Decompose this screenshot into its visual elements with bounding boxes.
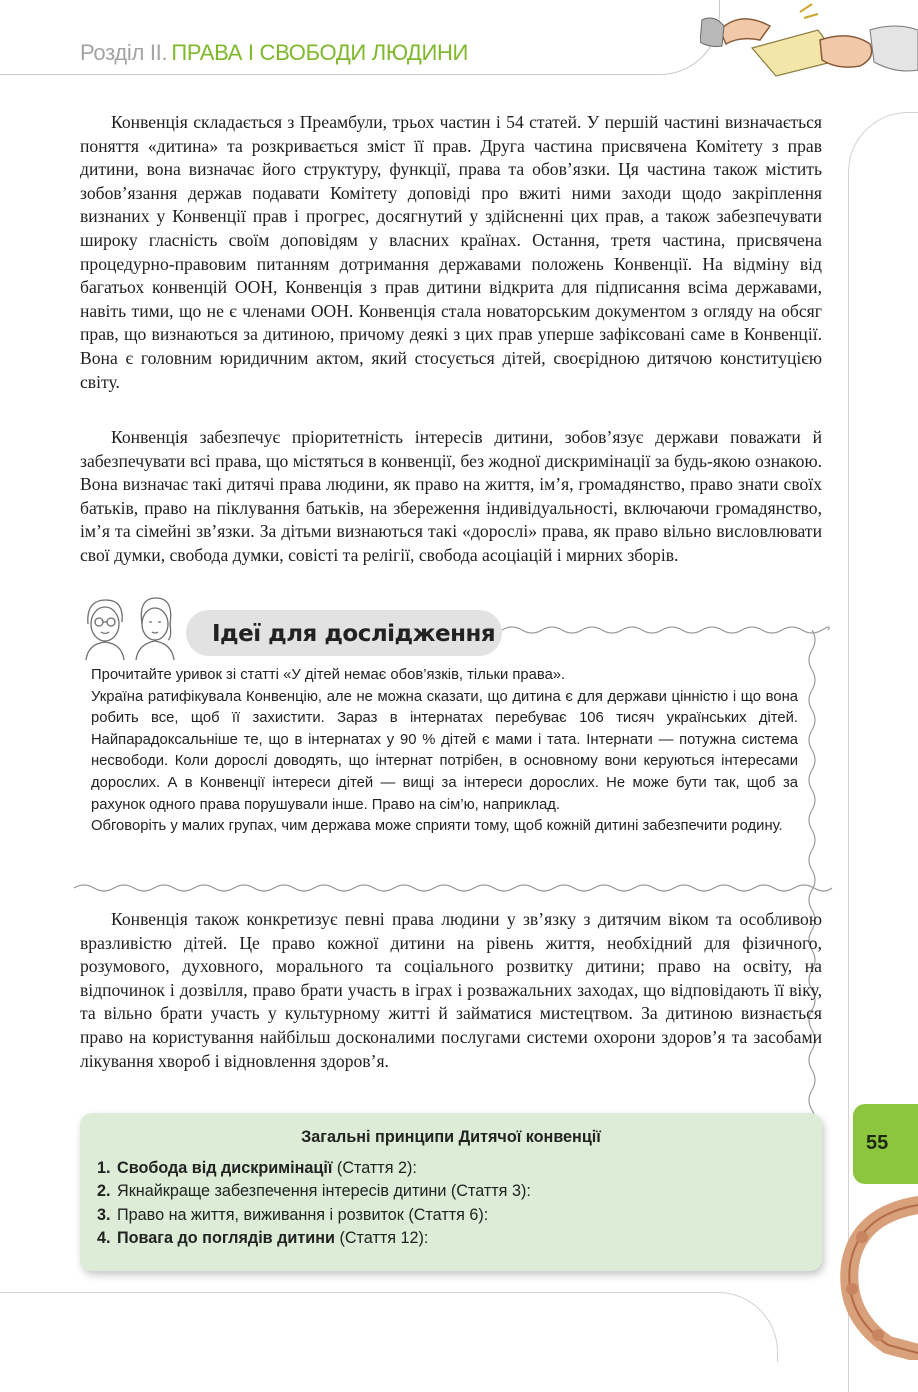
research-intro: Прочитайте уривок зі статті «У дітей немає обов’язків, тільки права».	[91, 667, 566, 683]
principles-box	[80, 1113, 822, 1271]
body-paragraph: Конвенція складається з Преамбули, трьох частин і 54 статей. У першій частині визначається поняття «дитина» та розкривається зміст її прав. Друга частина присвячена Комітету з прав дитини, вона визначає його структуру, функції, права та обов’язки. Ця частина також містить зобов’язання держав подавати Комітету доповіді про вжиті ними заходи щодо закріплення визнаних у Конвенції прав і прогрес, досягнутий у здійсненні цих прав, а також забезпечувати широку гласність своїм доповідям у власних країнах. Остання, третя частина, присвячена процедурно-правовим питанням дотримання державами положень Конвенції. На відміну від багатьох конвенцій ООН, Конвенція з прав дитини відкрита для підписання всіма державами, навіть тими, що не є членами ООН. Конвенція стала новаторським документом з огляду на обсяг прав, що визнаються за дитиною, причому деякі з цих прав уперше зафіксовані саме в Конвенції. Вона є головним юридичним актом, який стосується дітей, своєрідною дитячою конституцією світу.	[80, 112, 822, 392]
footer-divider-curve	[0, 1292, 778, 1362]
body-paragraph: Конвенція також конкретизує певні права людини у зв’язку з дитячим віком та особливою вразливістю дітей. Це право кожної дитини на рівень життя, необхідний для фізичного, розумового, духовного, морального та соціального розвитку дитини; право на освіту, на відпочинок і дозвілля, право брати участь в іграх і розважальних заходах, що відповідають її віку, та вільно брати участь у культурному житті й займатися мистецтвом. За дитиною визнається право на користування найбільш досконалими послугами системи охорони здоров’я та засобами лікування хвороб і відновлення здоров’я.	[80, 909, 822, 1071]
running-header	[80, 40, 468, 66]
hands-circle-illustration	[828, 1185, 918, 1360]
header-divider	[0, 74, 640, 75]
research-excerpt: Україна ратифікувала Конвенцію, але не можна сказати, що дитина є для держави цінністю і що вона робить все, щоб її захистити. Зараз в інтернатах перебуває 106 тисяч українських дітей. Найпарадоксальніше те, що в інтернатах у 90 % дітей є мами і тата. Інтернати — потужна система несвободи. Коли дорослі доводять, що інтернат потрібен, в основному вони керуються інтересами дорослих. А в Конвенції інтереси дітей — вищі за інтереси дорослих. Не може бути так, щоб за рахунок одного права порушували інше. Право на сім’ю, наприклад.	[91, 688, 798, 813]
list-item: 1. Свобода від дискримінації (Стаття 2):	[97, 1159, 417, 1177]
students-avatar-icon	[78, 594, 178, 660]
research-ideas-body	[91, 665, 798, 838]
section-topic: ПРАВА І СВОБОДИ ЛЮДИНИ	[171, 40, 469, 65]
research-ideas-title: Ідеї для дослідження	[212, 621, 496, 647]
principles-title: Загальні принципи Дитячої конвенції	[301, 1128, 601, 1146]
list-item: 2. Якнайкраще забезпечення інтересів дитини (Стаття 3):	[97, 1182, 531, 1201]
hands-illustration	[700, 0, 918, 80]
research-task: Обговоріть у малих групах, чим держава може сприяти тому, щоб кожній дитині забезпечити родину.	[91, 818, 783, 835]
list-item: 3. Право на життя, виживання і розвиток (Стаття 6):	[97, 1205, 489, 1224]
page-number: 55	[866, 1132, 889, 1154]
body-paragraph: Конвенція забезпечує пріоритетність інтересів дитини, зобов’язує держави поважати й забезпечувати всі права, що містяться в конвенції, без жодної дискримінації за будь-якою ознакою. Вона визначає такі дитячі права людини, як право на життя, ім’я, громадянство, право знати своїх батьків, право на піклування батьків, на збереження індивідуальності, включаючи громадянство, ім’я та сімейні зв’язки. За дітьми визнаються такі «дорослі» права, як право вільно висловлювати свої думки, свобода думки, совісті та релігії, свобода асоціацій і мирних зборів.	[80, 427, 822, 565]
principles-list	[97, 1157, 531, 1250]
header-divider-curve	[560, 0, 720, 75]
list-item: 4. Повага до поглядів дитини (Стаття 12):	[97, 1228, 429, 1247]
section-label: Розділ ІІ.	[80, 40, 168, 65]
